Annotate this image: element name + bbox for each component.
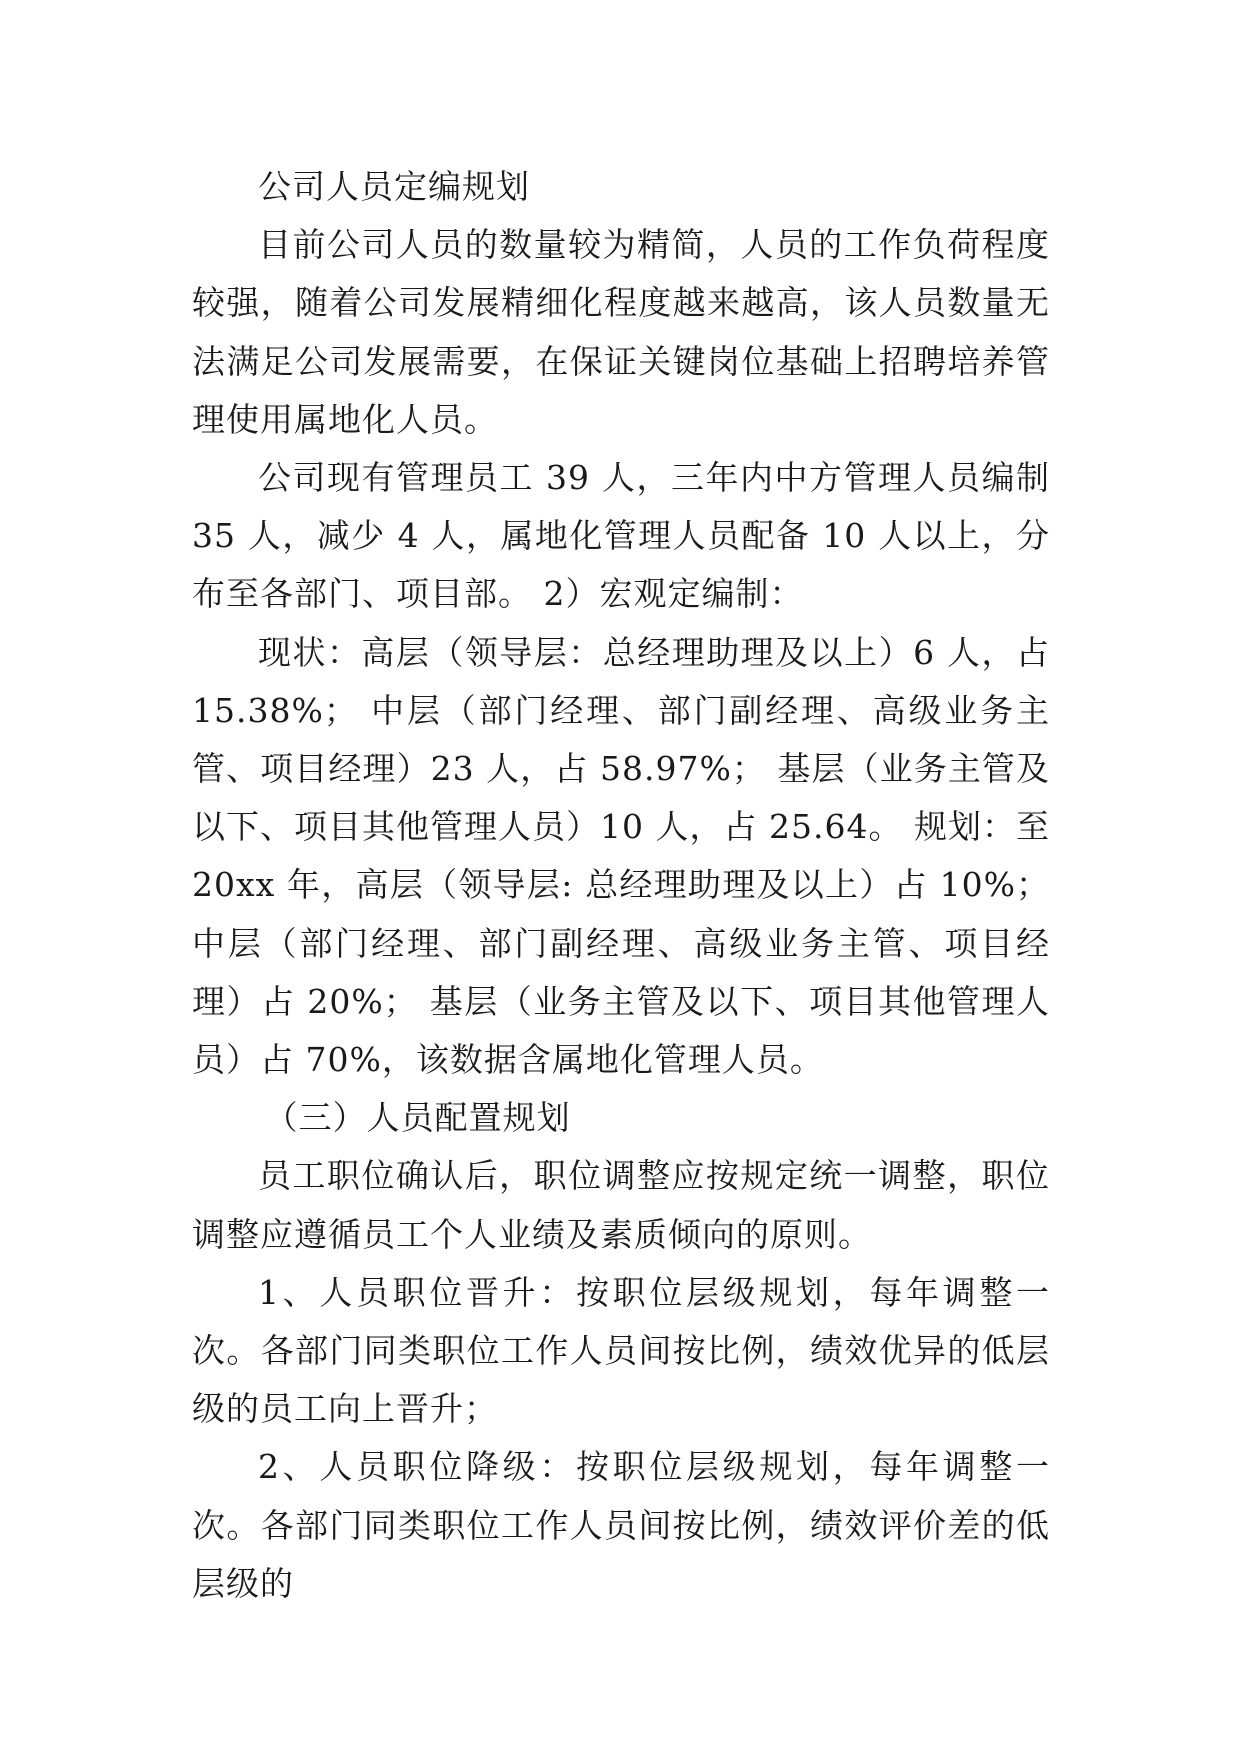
paragraph-demotion: 2、人员职位降级：按职位层级规划，每年调整一次。各部门同类职位工作人员间按比例，绩效评价差的低层级的: [192, 1447, 1050, 1603]
paragraph-staff-numbers: 公司现有管理员工 39 人，三年内中方管理人员编制 35 人，减少 4 人，属地化管理人员配备 10 人以上，分布至各部门、项目部。 2）宏观定编制：: [192, 458, 1050, 614]
section-title-staffing-plan: 公司人员定编规划: [258, 167, 530, 206]
paragraph-position-adjustment: 员工职位确认后，职位调整应按规定统一调整，职位调整应遵循员工个人业绩及素质倾向的原则。: [192, 1156, 1050, 1254]
paragraph-macro-staffing: 现状：高层（领导层：总经理助理及以上）6 人，占 15.38%； 中层（部门经理、部门副经理、高级业务主管、项目经理）23 人，占 58.97%； 基层（业务主管及以下、项目其他管理人员）10 人，占 25.64。 规划：至 20xx 年，高层（领导层: 总经理助理及以上）占 10%； 中层（部门经理、部门副经理、高级业务主管、项目经理）占 20%； 基层（业务主管及以下、项目其他管理人员）占 70%，该数据含属地化管理人员。: [192, 632, 1050, 1080]
paragraph-promotion: 1、人员职位晋升：按职位层级规划，每年调整一次。各部门同类职位工作人员间按比例，绩效优异的低层级的员工向上晋升；: [192, 1272, 1050, 1429]
section-heading-allocation: （三）人员配置规划: [264, 1098, 571, 1138]
paragraph-current-staff: 目前公司人员的数量较为精简，人员的工作负荷程度较强，随着公司发展精细化程度越来越高，该人员数量无法满足公司发展需要，在保证关键岗位基础上招聘培养管理使用属地化人员。: [192, 225, 1050, 439]
document-body: [192, 158, 1050, 1613]
